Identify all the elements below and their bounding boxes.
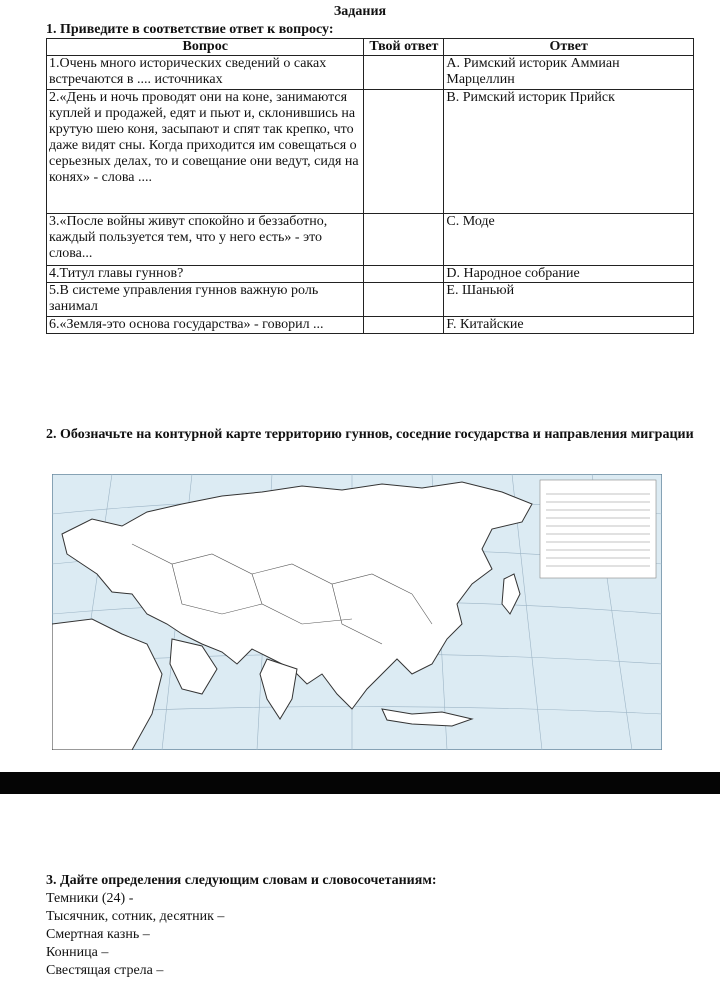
answer-cell: E. Шаньюй (444, 283, 694, 317)
task1-heading: 1. Приведите в соответствие ответ к вопросу: (46, 22, 334, 37)
col-header-answer: Ответ (444, 39, 694, 56)
table-row (47, 317, 694, 334)
definition-item: Смертная казнь – (46, 927, 150, 942)
task2-heading: 2. Обозначьте на контурной карте территорию гуннов, соседние государства и направления миграции (46, 427, 694, 442)
contour-map (52, 474, 662, 750)
definition-item: Свестящая стрела – (46, 963, 164, 978)
question-cell: 3.«После войны живут спокойно и беззаботно, каждый пользуется тем, что у него есть» - это слова... (47, 214, 364, 266)
table-row (47, 266, 694, 283)
definition-item: Тысячник, сотник, десятник – (46, 909, 225, 924)
answer-cell: F. Китайские (444, 317, 694, 334)
answer-cell: C. Моде (444, 214, 694, 266)
your-answer-cell[interactable] (364, 214, 444, 266)
definition-item: Конница – (46, 945, 109, 960)
answer-cell: D. Народное собрание (444, 266, 694, 283)
answer-cell: B. Римский историк Прийск (444, 90, 694, 214)
table-header-row (47, 39, 694, 56)
task3-block (46, 872, 437, 980)
your-answer-cell[interactable] (364, 317, 444, 334)
question-cell: 4.Титул главы гуннов? (47, 266, 364, 283)
table-row (47, 214, 694, 266)
matching-table (46, 38, 694, 334)
question-cell: 5.В системе управления гуннов важную роль занимал (47, 283, 364, 317)
definition-item: Темники (24) - (46, 891, 134, 906)
table-row (47, 283, 694, 317)
your-answer-cell[interactable] (364, 283, 444, 317)
question-cell: 2.«День и ночь проводят они на коне, занимаются куплей и продажей, едят и пьют и, склонившись на крутую шею коня, засыпают и спят так крепко, что даже видят сны. Когда приходится им совещаться о серьезных делах, то и совещание они ведут, сидя на конях» - слова .... (47, 90, 364, 214)
question-cell: 6.«Земля-это основа государства» - говорил ... (47, 317, 364, 334)
answer-cell: A. Римский историк Аммиан Марцеллин (444, 56, 694, 90)
col-header-your-answer: Твой ответ (364, 39, 444, 56)
col-header-question: Вопрос (47, 39, 364, 56)
table-row (47, 90, 694, 214)
task3-heading: 3. Дайте определения следующим словам и словосочетаниям: (46, 873, 437, 888)
black-bar (0, 772, 720, 794)
your-answer-cell[interactable] (364, 56, 444, 90)
question-cell: 1.Очень много исторических сведений о саках встречаются в .... источниках (47, 56, 364, 90)
page-title: Задания (333, 4, 387, 19)
map-legend-box (540, 480, 656, 578)
your-answer-cell[interactable] (364, 266, 444, 283)
table-row (47, 56, 694, 90)
your-answer-cell[interactable] (364, 90, 444, 214)
